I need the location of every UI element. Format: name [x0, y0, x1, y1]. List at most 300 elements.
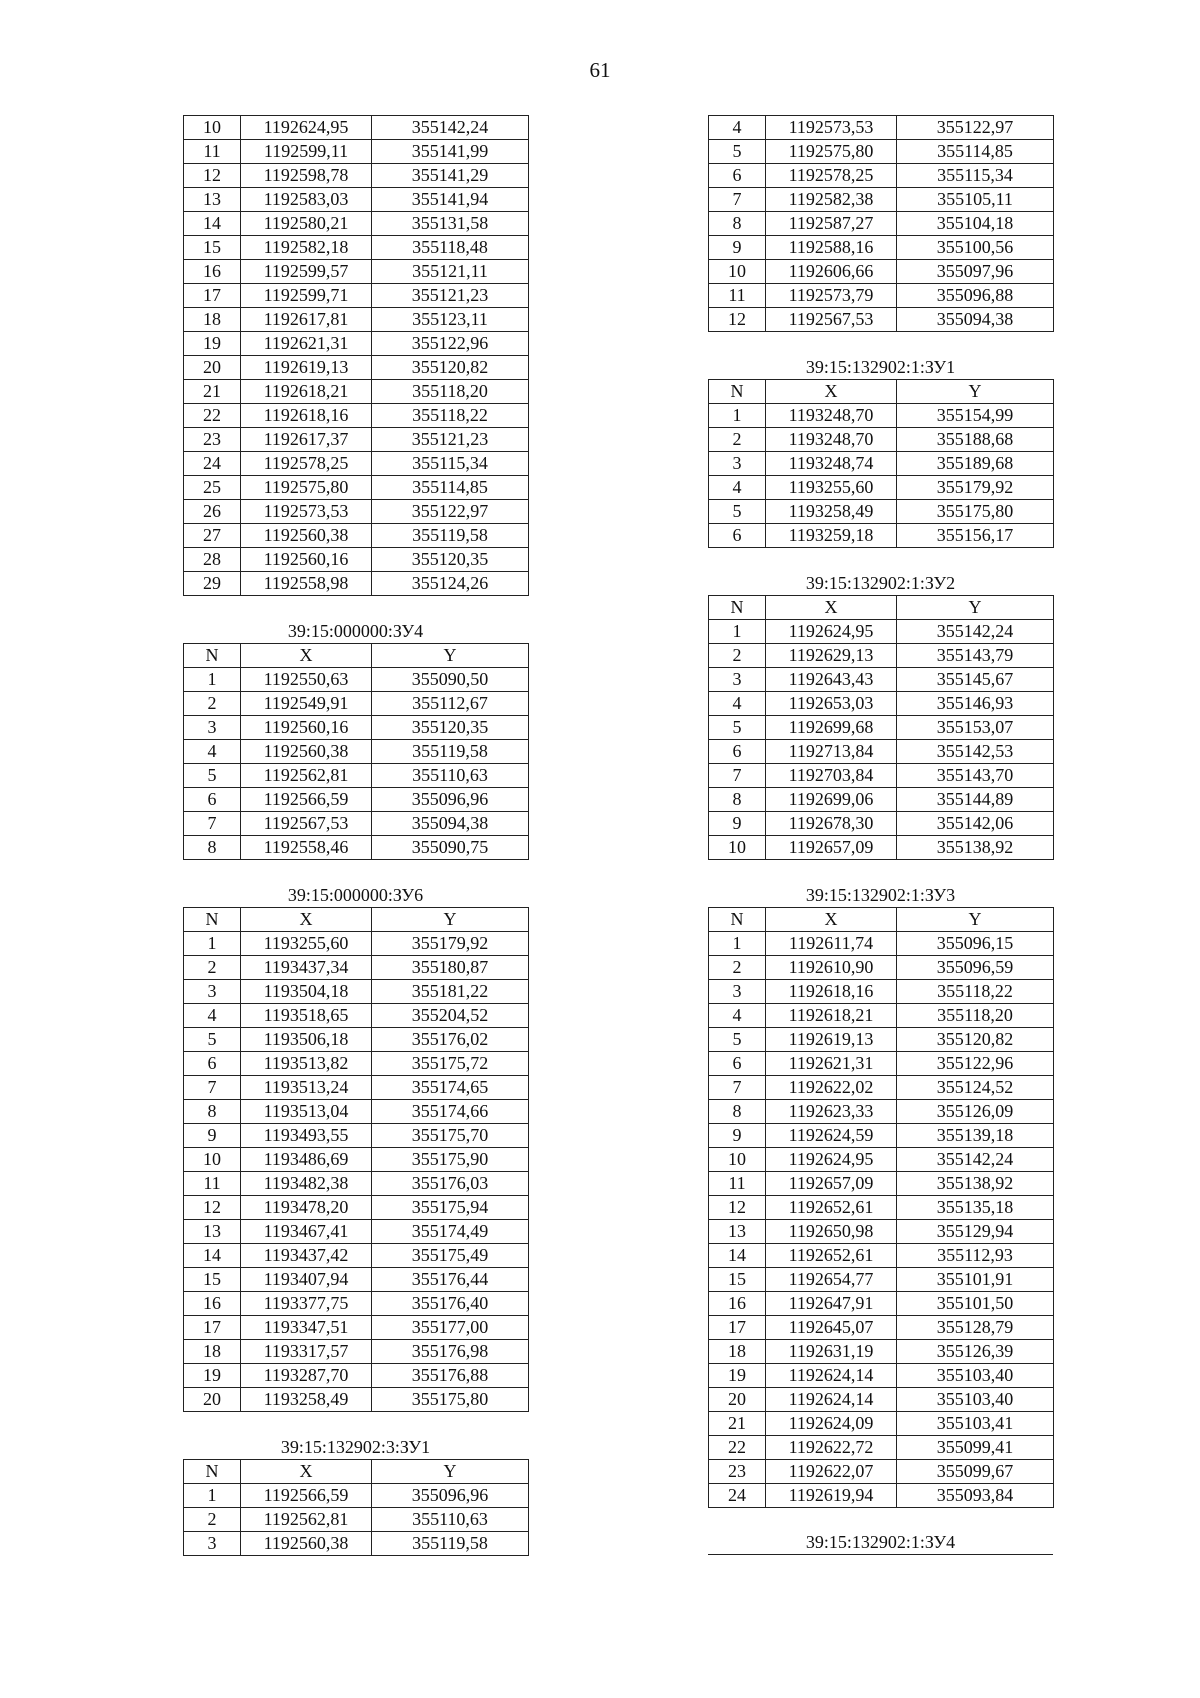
y-coordinate-cell: 355121,23: [372, 284, 529, 308]
y-coordinate-cell: 355176,02: [372, 1028, 529, 1052]
table-row: [709, 428, 1054, 452]
point-number-cell: 11: [184, 140, 241, 164]
table-row: [184, 1340, 529, 1364]
y-coordinate-cell: 355099,41: [897, 1436, 1054, 1460]
x-coordinate-cell: 1192617,81: [241, 308, 372, 332]
table-row: [184, 356, 529, 380]
x-coordinate-cell: 1192575,80: [241, 476, 372, 500]
x-coordinate-cell: 1192624,95: [766, 620, 897, 644]
x-coordinate-cell: 1192647,91: [766, 1292, 897, 1316]
point-number-cell: 11: [709, 284, 766, 308]
x-coordinate-cell: 1192703,84: [766, 764, 897, 788]
table-row: [184, 716, 529, 740]
x-coordinate-cell: 1192578,25: [241, 452, 372, 476]
point-number-cell: 2: [709, 644, 766, 668]
x-coordinate-cell: 1192558,46: [241, 836, 372, 860]
y-coordinate-cell: 355093,84: [897, 1484, 1054, 1508]
table-row: [709, 836, 1054, 860]
table-row: [709, 1340, 1054, 1364]
table-row: [709, 1100, 1054, 1124]
table-row: [709, 1148, 1054, 1172]
table-row: [709, 1412, 1054, 1436]
y-coordinate-cell: 355114,85: [897, 140, 1054, 164]
point-number-cell: 5: [709, 716, 766, 740]
point-number-cell: 5: [184, 764, 241, 788]
table-row: [184, 308, 529, 332]
point-number-cell: 6: [709, 524, 766, 548]
y-coordinate-cell: 355096,88: [897, 284, 1054, 308]
y-coordinate-cell: 355090,75: [372, 836, 529, 860]
table-row: [709, 476, 1054, 500]
point-number-cell: 1: [184, 932, 241, 956]
coords-table-1-zu3: [708, 907, 1054, 1508]
y-coordinate-cell: 355123,11: [372, 308, 529, 332]
table-row: [184, 1364, 529, 1388]
x-coordinate-cell: 1193255,60: [241, 932, 372, 956]
table-row: [709, 1436, 1054, 1460]
point-number-cell: 9: [709, 812, 766, 836]
point-number-cell: 4: [709, 476, 766, 500]
y-coordinate-cell: 355103,40: [897, 1388, 1054, 1412]
header-n: N: [184, 644, 241, 668]
y-coordinate-cell: 355126,39: [897, 1340, 1054, 1364]
section-title-1-zu3: 39:15:132902:1:ЗУ3: [805, 885, 956, 905]
y-coordinate-cell: 355096,96: [372, 1484, 529, 1508]
y-coordinate-cell: 355114,85: [372, 476, 529, 500]
x-coordinate-cell: 1192566,59: [241, 788, 372, 812]
y-coordinate-cell: 355118,48: [372, 236, 529, 260]
x-coordinate-cell: 1193482,38: [241, 1172, 372, 1196]
y-coordinate-cell: 355105,11: [897, 188, 1054, 212]
point-number-cell: 7: [184, 812, 241, 836]
table-row: [709, 1364, 1054, 1388]
x-coordinate-cell: 1192618,16: [241, 404, 372, 428]
coords-table-continued-left: [183, 115, 529, 596]
x-coordinate-cell: 1192652,61: [766, 1244, 897, 1268]
x-coordinate-cell: 1192560,16: [241, 716, 372, 740]
table-row: [709, 1076, 1054, 1100]
point-number-cell: 1: [184, 668, 241, 692]
y-coordinate-cell: 355144,89: [897, 788, 1054, 812]
point-number-cell: 19: [709, 1364, 766, 1388]
y-coordinate-cell: 355121,23: [372, 428, 529, 452]
point-number-cell: 27: [184, 524, 241, 548]
table-row: [184, 1100, 529, 1124]
y-coordinate-cell: 355154,99: [897, 404, 1054, 428]
header-x: X: [766, 380, 897, 404]
table-row: [184, 932, 529, 956]
x-coordinate-cell: 1192618,21: [241, 380, 372, 404]
point-number-cell: 23: [709, 1460, 766, 1484]
y-coordinate-cell: 355174,66: [372, 1100, 529, 1124]
y-coordinate-cell: 355110,63: [372, 1508, 529, 1532]
point-number-cell: 10: [184, 1148, 241, 1172]
x-coordinate-cell: 1192699,68: [766, 716, 897, 740]
table-row: [709, 1220, 1054, 1244]
x-coordinate-cell: 1192624,59: [766, 1124, 897, 1148]
x-coordinate-cell: 1193493,55: [241, 1124, 372, 1148]
point-number-cell: 23: [184, 428, 241, 452]
table-row: [184, 668, 529, 692]
point-number-cell: 18: [184, 1340, 241, 1364]
x-coordinate-cell: 1192582,38: [766, 188, 897, 212]
y-coordinate-cell: 355096,15: [897, 932, 1054, 956]
x-coordinate-cell: 1193513,24: [241, 1076, 372, 1100]
table-row: [709, 788, 1054, 812]
table-row: [184, 572, 529, 596]
y-coordinate-cell: 355120,82: [372, 356, 529, 380]
point-number-cell: 1: [709, 932, 766, 956]
x-coordinate-cell: 1192599,71: [241, 284, 372, 308]
table-row: [184, 1196, 529, 1220]
point-number-cell: 1: [709, 620, 766, 644]
x-coordinate-cell: 1193504,18: [241, 980, 372, 1004]
table-header-row: [709, 380, 1054, 404]
table-row: [184, 956, 529, 980]
header-n: N: [184, 1460, 241, 1484]
table-row: [709, 1316, 1054, 1340]
point-number-cell: 8: [709, 1100, 766, 1124]
table-row: [709, 116, 1054, 140]
x-coordinate-cell: 1193259,18: [766, 524, 897, 548]
x-coordinate-cell: 1192622,02: [766, 1076, 897, 1100]
x-coordinate-cell: 1192619,94: [766, 1484, 897, 1508]
x-coordinate-cell: 1192611,74: [766, 932, 897, 956]
y-coordinate-cell: 355096,59: [897, 956, 1054, 980]
x-coordinate-cell: 1192621,31: [766, 1052, 897, 1076]
x-coordinate-cell: 1192713,84: [766, 740, 897, 764]
x-coordinate-cell: 1192654,77: [766, 1268, 897, 1292]
y-coordinate-cell: 355139,18: [897, 1124, 1054, 1148]
point-number-cell: 14: [709, 1244, 766, 1268]
point-number-cell: 12: [184, 164, 241, 188]
point-number-cell: 4: [709, 116, 766, 140]
header-x: X: [241, 908, 372, 932]
y-coordinate-cell: 355097,96: [897, 260, 1054, 284]
x-coordinate-cell: 1192623,33: [766, 1100, 897, 1124]
point-number-cell: 25: [184, 476, 241, 500]
table-row: [709, 1172, 1054, 1196]
point-number-cell: 16: [184, 1292, 241, 1316]
point-number-cell: 10: [184, 116, 241, 140]
x-coordinate-cell: 1192678,30: [766, 812, 897, 836]
x-coordinate-cell: 1192567,53: [241, 812, 372, 836]
y-coordinate-cell: 355175,90: [372, 1148, 529, 1172]
y-coordinate-cell: 355142,24: [897, 1148, 1054, 1172]
point-number-cell: 3: [709, 452, 766, 476]
point-number-cell: 12: [709, 308, 766, 332]
y-coordinate-cell: 355118,20: [372, 380, 529, 404]
y-coordinate-cell: 355121,11: [372, 260, 529, 284]
x-coordinate-cell: 1192583,03: [241, 188, 372, 212]
table-row: [709, 500, 1054, 524]
table-row: [184, 1052, 529, 1076]
table-row: [184, 404, 529, 428]
table-row: [184, 188, 529, 212]
x-coordinate-cell: 1192599,57: [241, 260, 372, 284]
table-row: [709, 620, 1054, 644]
table-row: [184, 1220, 529, 1244]
x-coordinate-cell: 1193248,70: [766, 428, 897, 452]
y-coordinate-cell: 355138,92: [897, 1172, 1054, 1196]
section-title-1-zu2: 39:15:132902:1:ЗУ2: [805, 573, 956, 593]
table-row: [184, 1124, 529, 1148]
table-row: [184, 164, 529, 188]
table-row: [709, 1292, 1054, 1316]
right-column: [708, 115, 1053, 1555]
x-coordinate-cell: 1193506,18: [241, 1028, 372, 1052]
point-number-cell: 4: [184, 1004, 241, 1028]
x-coordinate-cell: 1192653,03: [766, 692, 897, 716]
point-number-cell: 1: [184, 1484, 241, 1508]
x-coordinate-cell: 1192624,09: [766, 1412, 897, 1436]
point-number-cell: 5: [184, 1028, 241, 1052]
table-row: [709, 668, 1054, 692]
x-coordinate-cell: 1192699,06: [766, 788, 897, 812]
table-row: [709, 1196, 1054, 1220]
point-number-cell: 14: [184, 212, 241, 236]
table-row: [709, 956, 1054, 980]
x-coordinate-cell: 1192566,59: [241, 1484, 372, 1508]
y-coordinate-cell: 355122,96: [897, 1052, 1054, 1076]
point-number-cell: 3: [184, 716, 241, 740]
coords-table-zu4: [183, 643, 529, 860]
y-coordinate-cell: 355179,92: [897, 476, 1054, 500]
x-coordinate-cell: 1192573,53: [241, 500, 372, 524]
table-row: [184, 1508, 529, 1532]
x-coordinate-cell: 1193478,20: [241, 1196, 372, 1220]
y-coordinate-cell: 355122,97: [897, 116, 1054, 140]
y-coordinate-cell: 355119,58: [372, 524, 529, 548]
x-coordinate-cell: 1193437,42: [241, 1244, 372, 1268]
left-column: [183, 115, 528, 1556]
header-n: N: [709, 596, 766, 620]
table-row: [184, 1316, 529, 1340]
y-coordinate-cell: 355115,34: [897, 164, 1054, 188]
x-coordinate-cell: 1193248,70: [766, 404, 897, 428]
point-number-cell: 7: [184, 1076, 241, 1100]
table-row: [184, 740, 529, 764]
header-n: N: [709, 380, 766, 404]
x-coordinate-cell: 1192567,53: [766, 308, 897, 332]
header-n: N: [184, 908, 241, 932]
x-coordinate-cell: 1193317,57: [241, 1340, 372, 1364]
y-coordinate-cell: 355141,94: [372, 188, 529, 212]
y-coordinate-cell: 355142,06: [897, 812, 1054, 836]
y-coordinate-cell: 355103,40: [897, 1364, 1054, 1388]
x-coordinate-cell: 1192619,13: [241, 356, 372, 380]
table-row: [184, 1172, 529, 1196]
table-row: [184, 812, 529, 836]
point-number-cell: 10: [709, 836, 766, 860]
x-coordinate-cell: 1193437,34: [241, 956, 372, 980]
y-coordinate-cell: 355112,67: [372, 692, 529, 716]
y-coordinate-cell: 355126,09: [897, 1100, 1054, 1124]
y-coordinate-cell: 355100,56: [897, 236, 1054, 260]
table-row: [184, 1148, 529, 1172]
x-coordinate-cell: 1193407,94: [241, 1268, 372, 1292]
x-coordinate-cell: 1193347,51: [241, 1316, 372, 1340]
y-coordinate-cell: 355120,82: [897, 1028, 1054, 1052]
point-number-cell: 15: [709, 1268, 766, 1292]
x-coordinate-cell: 1192624,14: [766, 1364, 897, 1388]
x-coordinate-cell: 1193255,60: [766, 476, 897, 500]
x-coordinate-cell: 1192621,31: [241, 332, 372, 356]
x-coordinate-cell: 1192560,38: [241, 740, 372, 764]
x-coordinate-cell: 1192645,07: [766, 1316, 897, 1340]
point-number-cell: 20: [184, 356, 241, 380]
point-number-cell: 2: [709, 428, 766, 452]
table-row: [709, 692, 1054, 716]
x-coordinate-cell: 1193518,65: [241, 1004, 372, 1028]
point-number-cell: 7: [709, 1076, 766, 1100]
y-coordinate-cell: 355119,58: [372, 1532, 529, 1556]
table-row: [184, 1388, 529, 1412]
point-number-cell: 29: [184, 572, 241, 596]
table-row: [709, 740, 1054, 764]
y-coordinate-cell: 355122,96: [372, 332, 529, 356]
point-number-cell: 7: [709, 188, 766, 212]
point-number-cell: 3: [709, 980, 766, 1004]
point-number-cell: 1: [709, 404, 766, 428]
point-number-cell: 5: [709, 140, 766, 164]
table-header-row: [184, 644, 529, 668]
y-coordinate-cell: 355124,52: [897, 1076, 1054, 1100]
header-y: Y: [897, 380, 1054, 404]
y-coordinate-cell: 355120,35: [372, 548, 529, 572]
table-row: [709, 524, 1054, 548]
table-row: [709, 212, 1054, 236]
y-coordinate-cell: 355175,49: [372, 1244, 529, 1268]
point-number-cell: 13: [709, 1220, 766, 1244]
table-row: [709, 1268, 1054, 1292]
point-number-cell: 6: [184, 1052, 241, 1076]
y-coordinate-cell: 355118,22: [897, 980, 1054, 1004]
table-row: [709, 764, 1054, 788]
table-row: [184, 428, 529, 452]
table-row: [184, 260, 529, 284]
point-number-cell: 3: [184, 1532, 241, 1556]
x-coordinate-cell: 1192560,38: [241, 1532, 372, 1556]
point-number-cell: 15: [184, 1268, 241, 1292]
x-coordinate-cell: 1193258,49: [241, 1388, 372, 1412]
x-coordinate-cell: 1192575,80: [766, 140, 897, 164]
x-coordinate-cell: 1192560,38: [241, 524, 372, 548]
table-row: [184, 548, 529, 572]
table-header-row: [709, 596, 1054, 620]
y-coordinate-cell: 355142,24: [897, 620, 1054, 644]
y-coordinate-cell: 355176,88: [372, 1364, 529, 1388]
table-header-row: [709, 908, 1054, 932]
x-coordinate-cell: 1193467,41: [241, 1220, 372, 1244]
table-row: [184, 980, 529, 1004]
y-coordinate-cell: 355143,79: [897, 644, 1054, 668]
table-row: [184, 1484, 529, 1508]
y-coordinate-cell: 355090,50: [372, 668, 529, 692]
y-coordinate-cell: 355115,34: [372, 452, 529, 476]
table-row: [184, 476, 529, 500]
point-number-cell: 28: [184, 548, 241, 572]
table-header-row: [184, 1460, 529, 1484]
table-row: [709, 236, 1054, 260]
point-number-cell: 8: [709, 212, 766, 236]
point-number-cell: 2: [184, 692, 241, 716]
point-number-cell: 14: [184, 1244, 241, 1268]
y-coordinate-cell: 355131,58: [372, 212, 529, 236]
table-row: [184, 788, 529, 812]
y-coordinate-cell: 355142,53: [897, 740, 1054, 764]
x-coordinate-cell: 1192573,79: [766, 284, 897, 308]
table-row: [184, 500, 529, 524]
point-number-cell: 19: [184, 1364, 241, 1388]
point-number-cell: 6: [709, 164, 766, 188]
table-row: [709, 188, 1054, 212]
point-number-cell: 12: [709, 1196, 766, 1220]
point-number-cell: 11: [709, 1172, 766, 1196]
y-coordinate-cell: 355177,00: [372, 1316, 529, 1340]
y-coordinate-cell: 355175,80: [897, 500, 1054, 524]
point-number-cell: 5: [709, 500, 766, 524]
x-coordinate-cell: 1192657,09: [766, 836, 897, 860]
x-coordinate-cell: 1192618,21: [766, 1004, 897, 1028]
x-coordinate-cell: 1193287,70: [241, 1364, 372, 1388]
section-title-zu6: 39:15:000000:ЗУ6: [287, 885, 424, 905]
y-coordinate-cell: 355181,22: [372, 980, 529, 1004]
x-coordinate-cell: 1192558,98: [241, 572, 372, 596]
x-coordinate-cell: 1192573,53: [766, 116, 897, 140]
table-row: [184, 332, 529, 356]
y-coordinate-cell: 355128,79: [897, 1316, 1054, 1340]
table-row: [709, 1124, 1054, 1148]
point-number-cell: 10: [709, 1148, 766, 1172]
point-number-cell: 21: [709, 1412, 766, 1436]
y-coordinate-cell: 355104,18: [897, 212, 1054, 236]
point-number-cell: 20: [709, 1388, 766, 1412]
table-row: [709, 932, 1054, 956]
point-number-cell: 17: [184, 1316, 241, 1340]
x-coordinate-cell: 1193377,75: [241, 1292, 372, 1316]
point-number-cell: 8: [184, 836, 241, 860]
table-row: [184, 116, 529, 140]
y-coordinate-cell: 355145,67: [897, 668, 1054, 692]
point-number-cell: 2: [184, 1508, 241, 1532]
y-coordinate-cell: 355175,94: [372, 1196, 529, 1220]
x-coordinate-cell: 1192650,98: [766, 1220, 897, 1244]
table-row: [709, 284, 1054, 308]
table-row: [184, 1532, 529, 1556]
x-coordinate-cell: 1192562,81: [241, 1508, 372, 1532]
coords-table-zu6: [183, 907, 529, 1412]
point-number-cell: 2: [709, 956, 766, 980]
point-number-cell: 8: [709, 788, 766, 812]
table-row: [184, 1244, 529, 1268]
table-row: [184, 524, 529, 548]
y-coordinate-cell: 355119,58: [372, 740, 529, 764]
point-number-cell: 4: [184, 740, 241, 764]
header-x: X: [766, 908, 897, 932]
point-number-cell: 9: [709, 1124, 766, 1148]
y-coordinate-cell: 355110,63: [372, 764, 529, 788]
table-row: [709, 164, 1054, 188]
table-row: [709, 452, 1054, 476]
x-coordinate-cell: 1192624,14: [766, 1388, 897, 1412]
table-row: [709, 1004, 1054, 1028]
y-coordinate-cell: 355141,29: [372, 164, 529, 188]
y-coordinate-cell: 355174,49: [372, 1220, 529, 1244]
header-y: Y: [372, 644, 529, 668]
y-coordinate-cell: 355204,52: [372, 1004, 529, 1028]
x-coordinate-cell: 1193513,82: [241, 1052, 372, 1076]
